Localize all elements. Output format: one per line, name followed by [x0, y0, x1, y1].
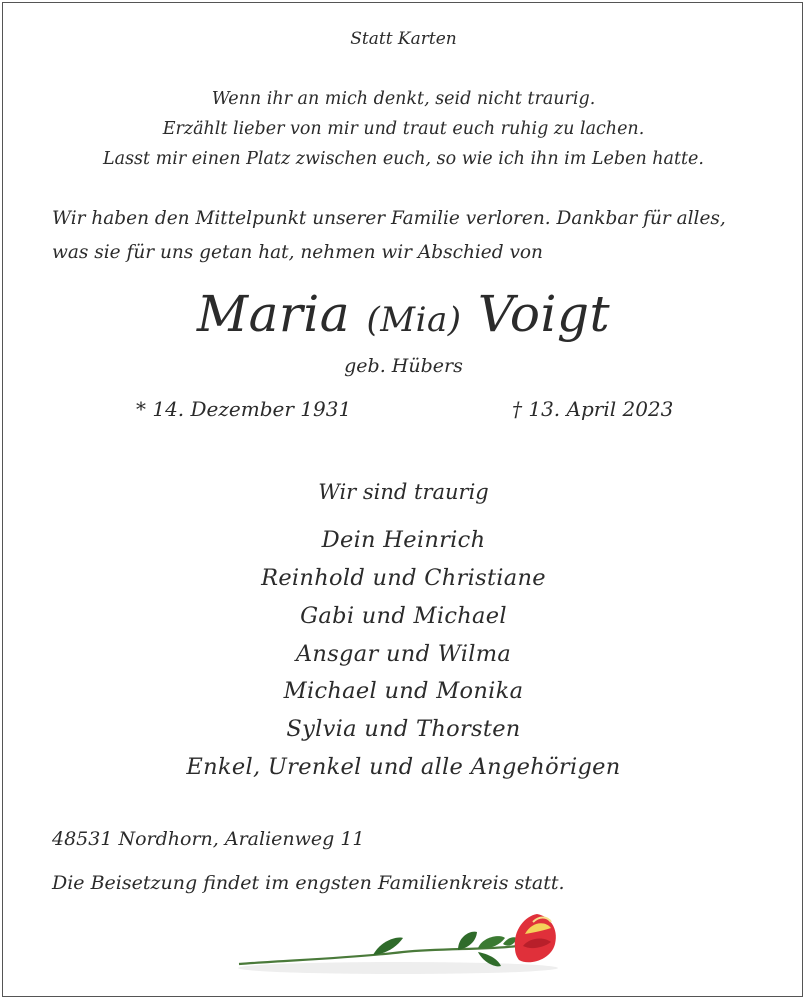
address: 48531 Nordhorn, Aralienweg 11: [52, 828, 365, 850]
last-name: Voigt: [477, 285, 611, 343]
header-statt-karten: Statt Karten: [350, 29, 457, 49]
mourner-line: Dein Heinrich: [321, 527, 486, 553]
intro-line-1: Wir haben den Mittelpunkt unserer Familie verloren. Dankbar für alles,: [52, 208, 726, 229]
mourner-line: Sylvia und Thorsten: [286, 716, 521, 742]
nickname: (Mia): [366, 300, 462, 340]
poem-line-2: Erzählt lieber von mir und traut euch ruhig zu lachen.: [162, 119, 645, 139]
mourner-line: Ansgar und Wilma: [295, 641, 512, 667]
mourner-line: Gabi und Michael: [300, 603, 507, 629]
mourners-intro: Wir sind traurig: [318, 480, 489, 504]
deceased-name: [3, 285, 804, 343]
death-date: † 13. April 2023: [512, 397, 674, 421]
first-name: Maria: [196, 285, 351, 343]
birth-date: * 14. Dezember 1931: [136, 397, 352, 421]
mourner-line: Michael und Monika: [283, 678, 524, 704]
rose-image: [233, 908, 563, 978]
poem-line-1: Wenn ihr an mich denkt, seid nicht traurig.: [211, 89, 596, 109]
mourner-line: Reinhold und Christiane: [261, 565, 546, 591]
poem-line-3: Lasst mir einen Platz zwischen euch, so wie ich ihn im Leben hatte.: [103, 149, 704, 169]
mourner-line: Enkel, Urenkel und alle Angehörigen: [186, 754, 621, 780]
obituary-notice: [2, 2, 803, 997]
birth-name: geb. Hübers: [344, 355, 463, 377]
funeral-note: Die Beisetzung findet im engsten Familienkreis statt.: [52, 872, 565, 894]
intro-line-2: was sie für uns getan hat, nehmen wir Abschied von: [52, 242, 543, 263]
